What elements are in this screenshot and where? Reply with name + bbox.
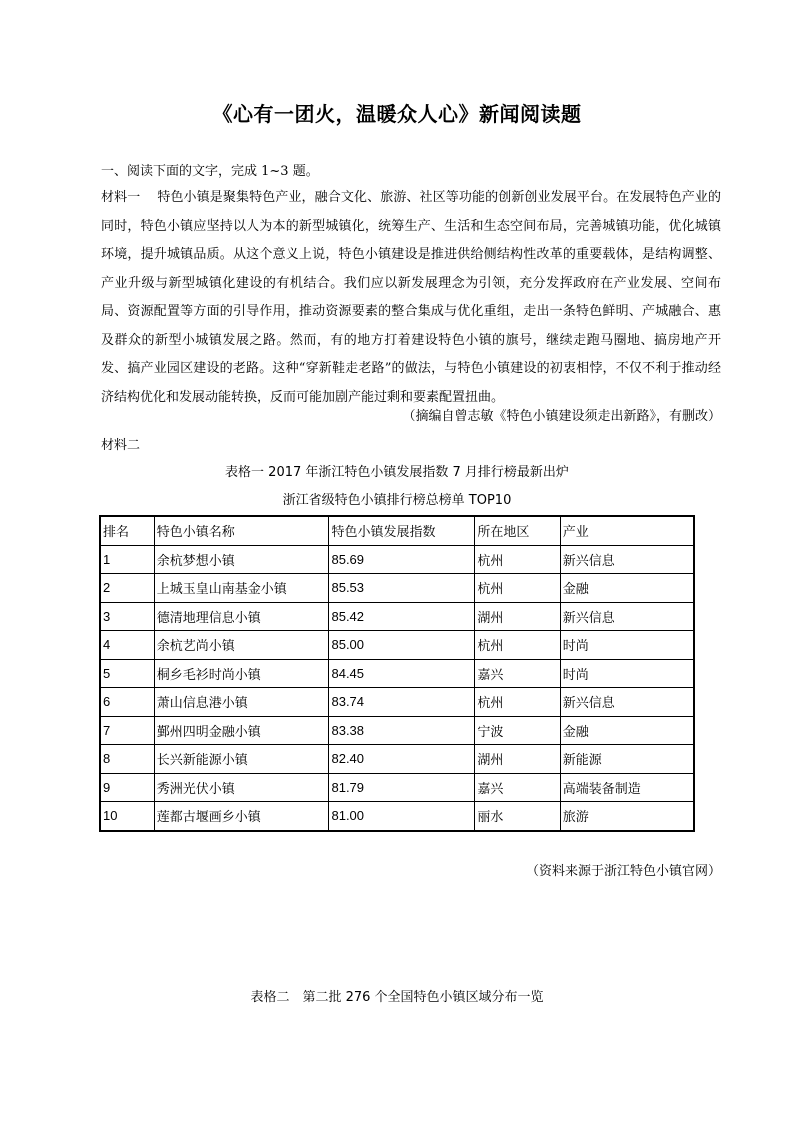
- cell-town-name: 莲都古堰画乡小镇: [154, 802, 329, 831]
- table-row: [100, 688, 694, 717]
- cell-region: 杭州: [475, 574, 560, 603]
- cell-index: 83.74: [329, 688, 475, 717]
- cell-index: 85.53: [329, 574, 475, 603]
- cell-rank: 6: [100, 688, 154, 717]
- header-town-name: 特色小镇名称: [154, 516, 329, 545]
- cell-town-name: 萧山信息港小镇: [154, 688, 329, 717]
- cell-index: 85.42: [329, 602, 475, 631]
- cell-index: 81.79: [329, 773, 475, 802]
- cell-rank: 7: [100, 716, 154, 745]
- cell-industry: 新兴信息: [560, 688, 694, 717]
- material-two-label: 材料二: [101, 438, 141, 453]
- cell-region: 湖州: [475, 602, 560, 631]
- cell-index: 82.40: [329, 745, 475, 774]
- cell-industry: 高端装备制造: [560, 773, 694, 802]
- cell-industry: 时尚: [560, 659, 694, 688]
- table-one-source: （资料来源于浙江特色小镇官网）: [525, 864, 721, 879]
- cell-town-name: 余杭艺尚小镇: [154, 631, 329, 660]
- cell-town-name: 德清地理信息小镇: [154, 602, 329, 631]
- table-row: [100, 631, 694, 660]
- cell-industry: 旅游: [560, 802, 694, 831]
- material-one-source: （摘编自曾志敏《特色小镇建设须走出新路》，有删改）: [402, 409, 721, 424]
- table-row: [100, 574, 694, 603]
- material-one-text: 特色小镇是聚集特色产业，融合文化、旅游、社区等功能的创新创业发展平台。在发展特色产业的同时，特色小镇应坚持以人为本的新型城镇化，统筹生产、生活和生态空间布局，完善城镇功能，优化城镇环境，提升城镇品质。从这个意义上说，特色小镇建设是推进供给侧结构性改革的重要载体，是结构调整、产业升级与新型城镇化建设的有机结合。我们应以新发展理念为引领，充分发挥政府在产业发展、空间布局、资源配置等方面的引导作用，推动资源要素的整合集成与优化重组，走出一条特色鲜明、产城融合、惠及群众的新型小城镇发展之路。然而，有的地方打着建设特色小镇的旗号，继续走跑马圈地、搞房地产开发、搞产业园区建设的老路。这种“穿新鞋走老路”的做法，与特色小镇建设的初衷相悖，不仅不利于推动经济结构优化和发展动能转换，反而可能加剧产能过剩和要素配置扭曲。: [101, 190, 721, 405]
- cell-index: 85.00: [329, 631, 475, 660]
- cell-industry: 金融: [560, 574, 694, 603]
- cell-town-name: 鄞州四明金融小镇: [154, 716, 329, 745]
- table-row: [100, 545, 694, 574]
- cell-region: 杭州: [475, 631, 560, 660]
- cell-index: 83.38: [329, 716, 475, 745]
- cell-rank: 3: [100, 602, 154, 631]
- question-intro: 一、阅读下面的文字，完成 1~3 题。: [101, 164, 319, 179]
- ranking-table: [99, 515, 695, 832]
- table-row: [100, 802, 694, 831]
- cell-index: 81.00: [329, 802, 475, 831]
- table-two-caption: 表格二 第二批 276 个全国特色小镇区域分布一览: [250, 990, 544, 1005]
- cell-rank: 10: [100, 802, 154, 831]
- cell-industry: 新兴信息: [560, 545, 694, 574]
- cell-rank: 9: [100, 773, 154, 802]
- cell-rank: 5: [100, 659, 154, 688]
- cell-town-name: 余杭梦想小镇: [154, 545, 329, 574]
- table-row: [100, 773, 694, 802]
- cell-industry: 金融: [560, 716, 694, 745]
- table-one-subcaption: 浙江省级特色小镇排行榜总榜单 TOP10: [282, 493, 512, 508]
- cell-region: 嘉兴: [475, 659, 560, 688]
- table-row: [100, 745, 694, 774]
- table-row: [100, 659, 694, 688]
- cell-industry: 新兴信息: [560, 602, 694, 631]
- table-row: [100, 602, 694, 631]
- cell-industry: 新能源: [560, 745, 694, 774]
- cell-town-name: 秀洲光伏小镇: [154, 773, 329, 802]
- cell-region: 丽水: [475, 802, 560, 831]
- cell-region: 杭州: [475, 545, 560, 574]
- cell-rank: 4: [100, 631, 154, 660]
- table-header-row: [100, 516, 694, 545]
- cell-rank: 1: [100, 545, 154, 574]
- cell-region: 宁波: [475, 716, 560, 745]
- cell-region: 湖州: [475, 745, 560, 774]
- material-one-label: 材料一: [101, 190, 141, 205]
- cell-town-name: 上城玉皇山南基金小镇: [154, 574, 329, 603]
- cell-region: 杭州: [475, 688, 560, 717]
- cell-index: 85.69: [329, 545, 475, 574]
- material-one-paragraph: [101, 184, 721, 412]
- header-region: 所在地区: [475, 516, 560, 545]
- header-index: 特色小镇发展指数: [329, 516, 475, 545]
- table-one-caption: 表格一 2017 年浙江特色小镇发展指数 7 月排行榜最新出炉: [225, 465, 569, 480]
- cell-index: 84.45: [329, 659, 475, 688]
- header-rank: 排名: [100, 516, 154, 545]
- cell-rank: 8: [100, 745, 154, 774]
- cell-region: 嘉兴: [475, 773, 560, 802]
- cell-industry: 时尚: [560, 631, 694, 660]
- cell-rank: 2: [100, 574, 154, 603]
- header-industry: 产业: [560, 516, 694, 545]
- table-row: [100, 716, 694, 745]
- cell-town-name: 长兴新能源小镇: [154, 745, 329, 774]
- cell-town-name: 桐乡毛衫时尚小镇: [154, 659, 329, 688]
- page-title: 《心有一团火，温暖众人心》新闻阅读题: [212, 102, 582, 126]
